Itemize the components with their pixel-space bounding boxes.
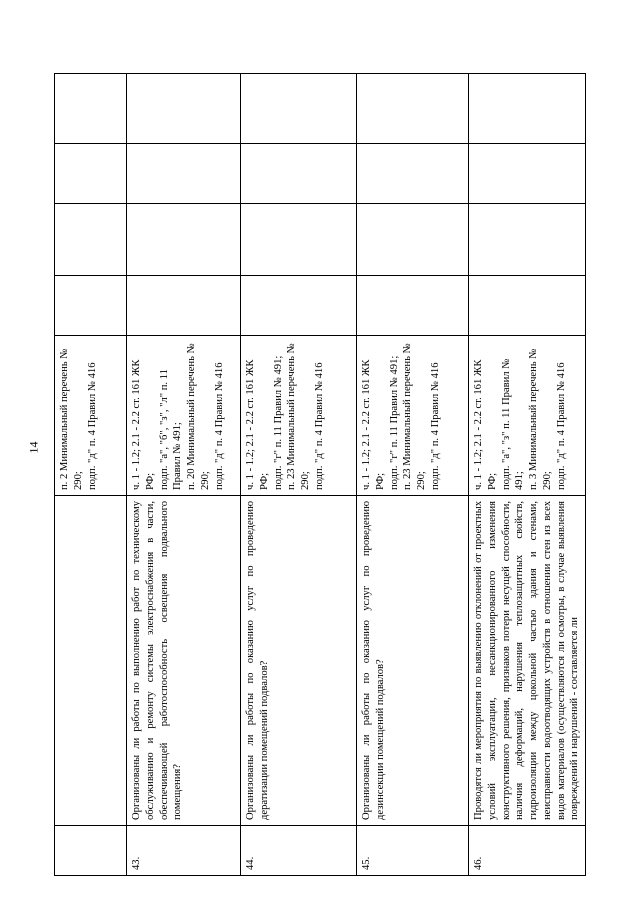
norm-line: п. 3 Минимальный перечень № 290; xyxy=(528,348,553,490)
question-cell: Проводятся ли мероприятия по выявлению отклонений от проектных условий эксплуатации, несанкционированного изменения конструктивного решения, признаков потери несущей способности, наличия деформаций, нарушения теплозащитных свойств, гидроизоляции между цокольной частью здания и стенами, неисправности водоотводящих устройств в отношении стен из всех видов материалов (осуществляются ли осмотры, в случае выявления повреждений и нарушений - составляется ли xyxy=(469,496,586,826)
question-cell xyxy=(55,496,127,826)
norm-line: подп. "д" п. 4 Правил № 416 xyxy=(313,362,325,490)
norm-line: подп. "д" п. 4 Правил № 416 xyxy=(86,362,98,490)
empty-cell xyxy=(127,144,241,204)
norm-line: подп. "д" п. 4 Правил № 416 xyxy=(429,362,441,490)
question-cell: Организованы ли работы по оказанию услуг по проведению дератизации помещений подвалов? xyxy=(241,496,357,826)
empty-cell xyxy=(357,144,469,204)
question-cell: Организованы ли работы по оказанию услуг по проведению дезинсекции помещений подвалов? xyxy=(357,496,469,826)
table-row xyxy=(241,74,357,876)
norms-cell xyxy=(127,336,241,496)
empty-cell xyxy=(357,74,469,144)
norm-line: ч. 1 - 1.2; 2.1 - 2.2 ст. 161 ЖК РФ; xyxy=(361,359,386,490)
norm-line: подп. "г" п. 11 Правил № 491; xyxy=(388,355,400,490)
empty-cell xyxy=(55,74,127,144)
norm-line: п. 20 Минимальный перечень № 290; xyxy=(186,343,211,490)
empty-cell xyxy=(127,204,241,276)
empty-cell xyxy=(241,276,357,336)
empty-cell xyxy=(241,74,357,144)
table-row xyxy=(55,74,127,876)
empty-cell xyxy=(469,144,586,204)
norms-cell xyxy=(55,336,127,496)
norm-line: п. 23 Минимальный перечень № 290; xyxy=(286,343,312,490)
empty-cell xyxy=(55,276,127,336)
table-row xyxy=(469,74,586,876)
row-number: 43. xyxy=(127,826,241,876)
empty-cell xyxy=(55,204,127,276)
norms-cell xyxy=(357,336,469,496)
row-number: 46. xyxy=(469,826,586,876)
norms-cell xyxy=(469,336,586,496)
row-number xyxy=(55,826,127,876)
empty-cell xyxy=(127,276,241,336)
row-number: 44. xyxy=(241,826,357,876)
empty-cell xyxy=(357,276,469,336)
empty-cell xyxy=(469,276,586,336)
norms-cell xyxy=(241,336,357,496)
norm-line: ч. 1 - 1.2; 2.1 - 2.2 ст. 161 ЖК РФ; xyxy=(245,359,270,490)
norm-line: ч. 1 - 1.2; 2.1 - 2.2 ст. 161 ЖК РФ; xyxy=(131,359,156,490)
empty-cell xyxy=(55,144,127,204)
table-row xyxy=(357,74,469,876)
empty-cell xyxy=(469,204,586,276)
norm-line: п. 23 Минимальный перечень № 290; xyxy=(402,343,428,490)
page-number: 14 xyxy=(26,441,41,454)
norm-line: подп. "д" п. 4 Правил № 416 xyxy=(555,362,567,490)
row-number: 45. xyxy=(357,826,469,876)
norm-line: подп. "г" п. 11 Правил № 491; xyxy=(272,355,284,490)
norm-line: подп. "д" п. 4 Правил № 416 xyxy=(213,362,225,490)
empty-cell xyxy=(241,144,357,204)
empty-cell xyxy=(357,204,469,276)
empty-cell xyxy=(127,74,241,144)
empty-cell xyxy=(241,204,357,276)
norm-line: ч. 1 - 1.2; 2.1 - 2.2 ст. 161 ЖК РФ; xyxy=(473,359,498,490)
table-row xyxy=(127,74,241,876)
checklist-table xyxy=(54,73,586,876)
question-cell: Организованы ли работы по выполнению работ по техническому обслуживанию и ремонту системы электроснабжения в части, обеспечивающей работоспособность освещения подвального помещения? xyxy=(127,496,241,826)
rotated-page xyxy=(54,74,584,876)
norm-line: подп. "а", "б", "з", "л" п. 11 Правил № 491; xyxy=(158,369,184,490)
norm-line: подп. "а", "з" п. 11 Правил № 491; xyxy=(500,358,526,490)
norm-line: п. 2 Минимальный перечень № 290; xyxy=(59,348,84,490)
empty-cell xyxy=(469,74,586,144)
